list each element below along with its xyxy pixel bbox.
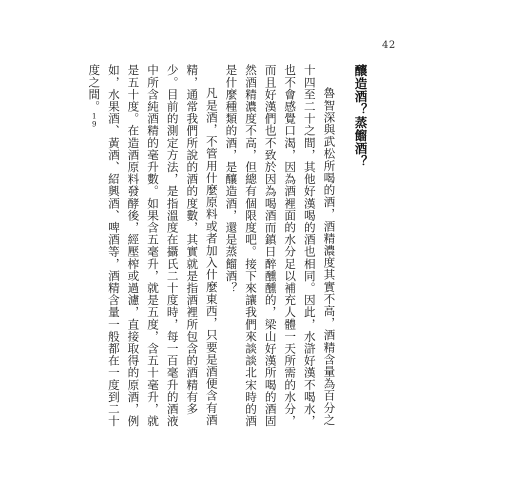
paragraph-2-text: 凡是酒，不管用什麼原料或者加入什麼東西，只要是酒便含有酒精，通常我們所說的酒的度數，其實就是指酒裡所包含的酒精有多少。目前的測定方法，是指溫度在攝氏二十度時，每一百毫升的酒液中所含純酒精的毫升數。如果含五毫升，就是五度，含五十毫升，就是五十度。在造酒原料發酵後，經壓榨或過濾，直接取得的原酒，例如，水果酒、黃酒、紹興酒、啤酒等，酒精含量一般都在一度到二十度之間。	[87, 64, 219, 427]
paragraph-2	[84, 64, 221, 436]
footnote-reference: 19	[90, 112, 99, 129]
paragraph-1	[221, 64, 339, 436]
page-number: 42	[382, 40, 396, 51]
section-title: 釀造酒？蒸餾酒？	[353, 64, 368, 168]
paragraph-1-text: 魯智深與武松所喝的酒，酒精濃度其實不高，酒精含量為百分之十四至二十之間，其他好漢喝的酒也相同。因此，水滸好漢不喝水，也不會感覺口渴，因為酒裡面的水分足以補充人體一天所需的水分，而且好漢們也不致於因為喝酒而鎮日醉醺醺的，梁山好漢所喝的酒固然酒精濃度不高，但總有個限度吧。接下來讓我們來談談北宋時的酒是什麼種類的酒，是釀造酒，還是蒸餾酒？	[224, 64, 337, 427]
vertical-text-block	[84, 64, 370, 436]
